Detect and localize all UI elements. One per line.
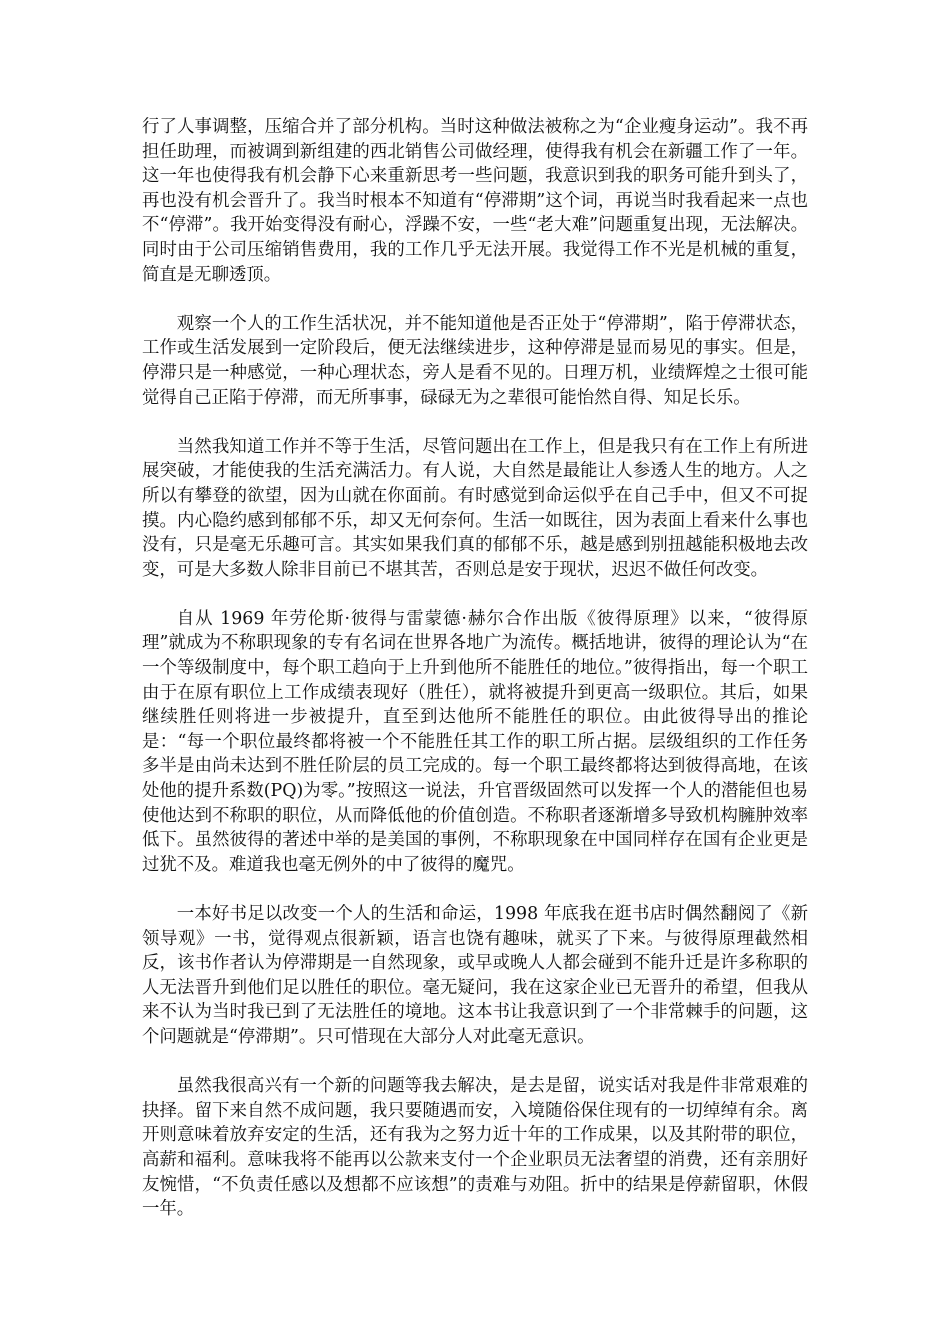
paragraph-peter-principle: 自从 1969 年劳伦斯·彼得与雷蒙德·赫尔合作出版《彼得原理》以来，“彼得原理”就成为不称职现象的专有名词在世界各地广为流传。概括地讲，彼得的理论认为“在一个等级制度中，每个职工趋向于上升到他所不能胜任的地位。”彼得指出，每一个职工由于在原有职位上工作成绩表现好（胜任），就将被提升到更高一级职位。其后，如果继续胜任则将进一步被提升，直至到达他所不能胜任的职位。由此彼得导出的推论是：“每一个职位最终都将被一个不能胜任其工作的职工所占据。层级组织的工作任务多半是由尚未达到不胜任阶层的员工完成的。每一个职工最终都将达到彼得高地，在该处他的提升系数(PQ)为零。”按照这一说法，升官晋级固然可以发挥一个人的潜能但也易使他达到不称职的职位，从而降低他的价值创造。不称职者逐渐增多导致机构臃肿效率低下。虽然彼得的著述中举的是美国的事例，不称职现象在中国同样存在国有企业更是过犹不及。难道我也毫无例外的中了彼得的魔咒。 <box>142 608 808 875</box>
paragraph-continued: 行了人事调整，压缩合并了部分机构。当时这种做法被称之为“企业瘦身运动”。我不再担任助理，而被调到新组建的西北销售公司做经理，使得我有机会在新疆工作了一年。这一年也使得我有机会静下心来重新思考一些问题，我意识到我的职务可能升到头了，再也没有机会晋升了。我当时根本不知道有“停滞期”这个词，再说当时我看起来一点也不“停滞”。我开始变得没有耐心，浮躁不安，一些“老大难”问题重复出现，无法解决。同时由于公司压缩销售费用，我的工作几乎无法开展。我觉得工作不光是机械的重复，简直是无聊透顶。 <box>142 117 808 285</box>
paragraph-new-leadership-book: 一本好书足以改变一个人的生活和命运，1998 年底我在逛书店时偶然翻阅了《新领导观》一书，觉得观点很新颖，语言也饶有趣味，就买了下来。与彼得原理截然相反，该书作者认为停滞期是一自然现象，或早或晚人人都会碰到不能升迁是许多称职的人无法晋升到他们足以胜任的职位。毫无疑问，我在这家企业已无晋升的希望，但我从来不认为当时我已到了无法胜任的境地。这本书让我意识到了一个非常棘手的问题，这个问题就是“停滞期”。只可惜现在大部分人对此毫无意识。 <box>142 904 808 1047</box>
paragraph-observation: 观察一个人的工作生活状况，并不能知道他是否正处于“停滞期”，陷于停滞状态，工作或生活发展到一定阶段后，便无法继续进步，这种停滞是显而易见的事实。但是，停滞只是一种感觉，一种心理状态，旁人是看不见的。日理万机，业绩辉煌之士很可能觉得自己正陷于停滞，而无所事事，碌碌无为之辈很可能怡然自得、知足长乐。 <box>142 313 808 408</box>
document-page <box>142 115 808 1246</box>
paragraph-decision: 虽然我很高兴有一个新的问题等我去解决，是去是留，说实话对我是件非常艰难的抉择。留下来自然不成问题，我只要随遇而安，入境随俗保住现有的一切绰绰有余。离开则意味着放弃安定的生活，还有我为之努力近十年的工作成果，以及其附带的职位，高薪和福利。意味我将不能再以公款来支付一个企业职员无法奢望的消费，还有亲朋好友惋惜，“不负责任感以及想都不应该想”的责难与劝阻。折中的结果是停薪留职，休假一年。 <box>142 1076 808 1220</box>
paragraph-work-and-life: 当然我知道工作并不等于生活，尽管问题出在工作上，但是我只有在工作上有所进展突破，才能使我的生活充满活力。有人说，大自然是最能让人参透人生的地方。人之所以有攀登的欲望，因为山就在你面前。有时感觉到命运似乎在自己手中，但又不可捉摸。内心隐约感到郁郁不乐，却又无何奈何。生活一如既往，因为表面上看来什么事也没有，只是毫无乐趣可言。其实如果我们真的郁郁不乐，越是感到别扭越能积极地去改变，可是大多数人除非目前已不堪其苦，否则总是安于现状，迟迟不做任何改变。 <box>142 436 808 580</box>
